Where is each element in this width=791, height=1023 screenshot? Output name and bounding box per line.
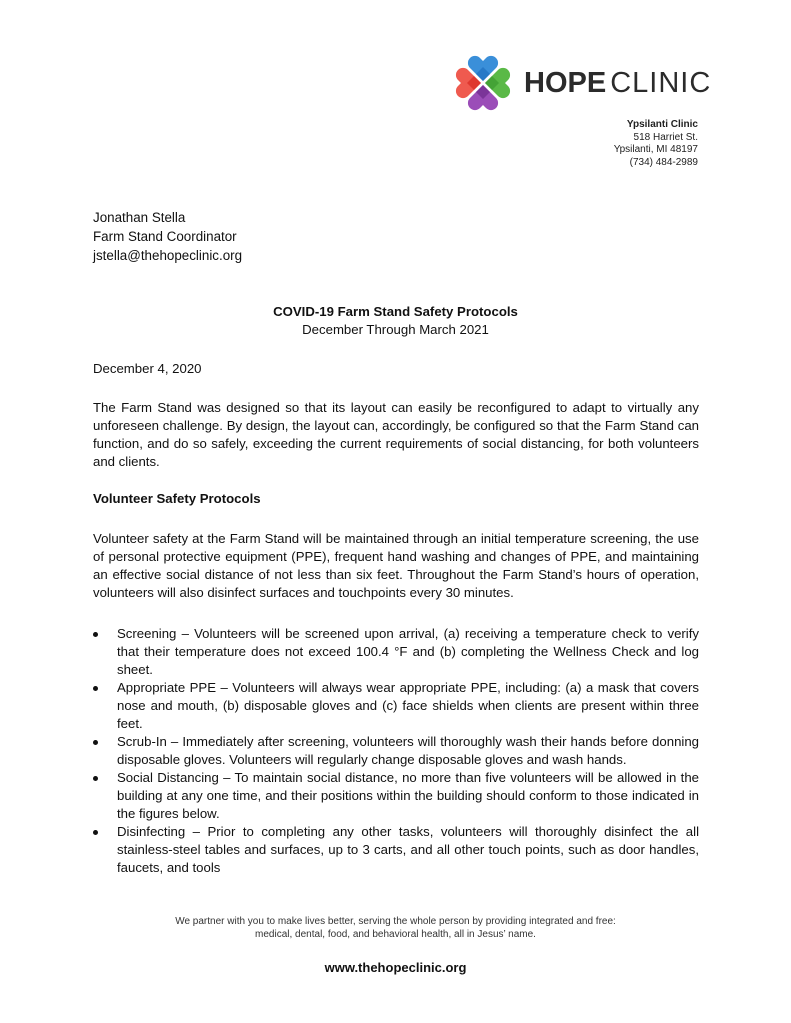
section-heading: Volunteer Safety Protocols [93, 491, 261, 506]
clinic-address [614, 119, 698, 169]
logo-word-hope: HOPE [524, 66, 607, 99]
list-item [93, 733, 699, 769]
footer-tagline [0, 915, 791, 941]
clinic-street: 518 Harriet St. [633, 131, 698, 143]
clinic-name: Ypsilanti Clinic [626, 119, 698, 130]
clinic-city: Ypsilanti, MI 48197 [613, 144, 698, 155]
list-item-text: Social Distancing – To maintain social distance, no more than five volunteers will be allowed in the building at any one time, and their positions within the building should conform to those indicated in the figures below. [117, 770, 699, 821]
clinic-phone: (734) 484-2989 [629, 156, 698, 168]
document-title-block [0, 303, 791, 339]
bullet-icon [93, 776, 98, 781]
list-item [93, 823, 699, 877]
sender-email: jstella@thehopeclinic.org [93, 248, 243, 263]
document-title: COVID-19 Farm Stand Safety Protocols [273, 304, 518, 319]
list-item [93, 625, 699, 679]
document-date: December 4, 2020 [93, 361, 202, 376]
sender-block [93, 208, 242, 265]
footer-tagline-line-2: medical, dental, food, and behavioral health, all in Jesus’ name. [255, 929, 536, 940]
section-paragraph: Volunteer safety at the Farm Stand will be maintained through an initial temperature screening, the use of personal protective equipment (PPE), frequent hand washing and changes of PPE, and maintaining an effective social distance of not less than six feet. Throughout the Farm Stand’s hours of operation, volunteers will also disinfect surfaces and touchpoints every 30 minutes. [93, 531, 699, 600]
list-item [93, 679, 699, 733]
list-item-text: Appropriate PPE – Volunteers will always wear appropriate PPE, including: (a) a mask that covers nose and mouth, (b) disposable gloves and (c) face shields when clients are present within three feet. [117, 680, 699, 731]
logo-word-clinic: CLINIC [610, 66, 712, 99]
protocol-list [93, 625, 699, 877]
sender-title: Farm Stand Coordinator [93, 229, 237, 244]
intro-paragraph: The Farm Stand was designed so that its layout can easily be reconfigured to adapt to virtually any unforeseen challenge. By design, the layout can, accordingly, be configured so that the Farm Stand can function, and do so safely, exceeding the current requirements of social distancing, for both volunteers and clients. [93, 400, 699, 469]
list-item-text: Screening – Volunteers will be screened upon arrival, (a) receiving a temperature check to verify that their temperature does not exceed 100.4 °F and (b) completing the Wellness Check and log sheet. [117, 626, 699, 677]
list-item [93, 769, 699, 823]
bullet-icon [93, 632, 98, 637]
sender-name: Jonathan Stella [93, 210, 186, 225]
document-subtitle: December Through March 2021 [302, 322, 489, 337]
footer-tagline-line-1: We partner with you to make lives better, serving the whole person by providing integrated and free: [175, 916, 616, 927]
bullet-icon [93, 830, 98, 835]
bullet-icon [93, 686, 98, 691]
list-item-text: Disinfecting – Prior to completing any other tasks, volunteers will thoroughly disinfect the all stainless-steel tables and surfaces, up to 3 carts, and all other touch points, such as door handles, faucets, and tools [117, 824, 699, 875]
hope-clinic-logo [450, 48, 711, 118]
footer-website-link[interactable]: www.thehopeclinic.org [324, 960, 467, 975]
hearts-clover-icon [450, 50, 516, 116]
logo-wordmark [524, 67, 711, 100]
list-item-text: Scrub-In – Immediately after screening, volunteers will thoroughly wash their hands before donning disposable gloves. Volunteers will regularly change disposable gloves and wash hands. [117, 734, 699, 767]
bullet-icon [93, 740, 98, 745]
